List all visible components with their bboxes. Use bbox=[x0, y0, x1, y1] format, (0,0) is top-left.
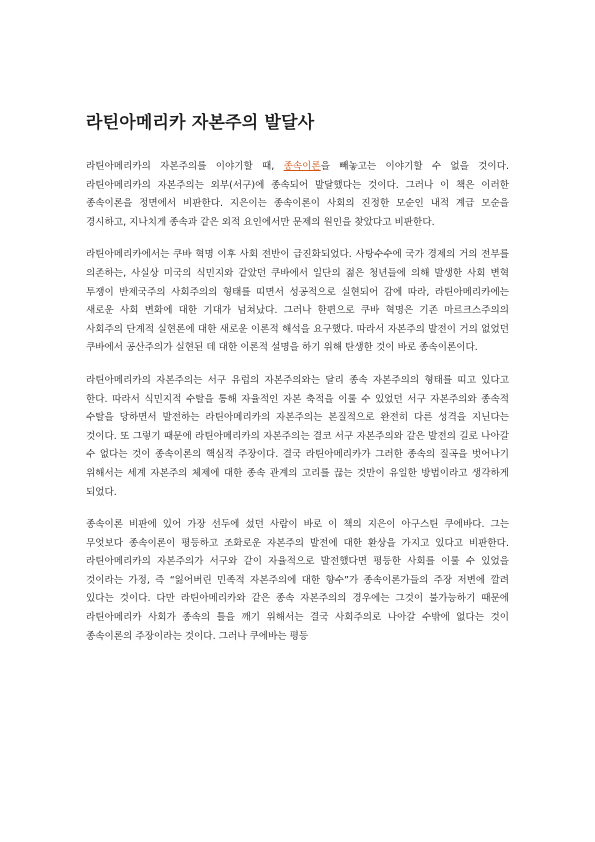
paragraph-3: 라틴아메리카의 자본주의는 서구 유럽의 자본주의와는 달리 종속 자본주의의 형태를 띠고 있다고 한다. 따라서 식민지적 수탈을 통해 자율적인 자본 축적을 이룰 수 있었던 서구 자본주의와 종속적 수탈을 당하면서 발전하는 라틴아메리카의 자본주의는 본질적으로 완전히 다른 성격을 지닌다는 것이다. 또 그렇기 때문에 라틴아메리카의 자본주의는 결코 서구 자본주의와 같은 발전의 길로 나아갈 수 없다는 것이 종속이론의 핵심적 주장이다. 결국 라틴아메리카가 그러한 종속의 질곡을 벗어나기 위해서는 세계 자본주의 체제에 대한 종속 관계의 고리를 끊는 것만이 유일한 방법이라고 생각하게 되었다. bbox=[86, 374, 509, 498]
paragraph-1-text-start: 라틴아메리카의 자본주의를 이야기할 때, bbox=[86, 161, 284, 172]
paragraph-4: 종속이론 비판에 있어 가장 선두에 섰던 사람이 바로 이 책의 지은이 아구스틴 쿠에바다. 그는 무엇보다 종속이론이 평등하고 조화로운 자본주의 발전에 대한 환상을 가지고 있다고 비판한다. 라틴아메리카의 자본주의가 서구와 같이 자율적으로 발전했다면 평등한 사회를 이룰 수 있었을 것이라는 가정, 즉 “잃어버린 민족적 자본주의에 대한 향수”가 종속이론가들의 주장 저변에 깔려 있다는 것이다. 다만 라틴아메리카와 같은 종속 자본주의의 경우에는 그것이 불가능하기 때문에 라틴아메리카 사회가 종속의 틀을 깨기 위해서는 결국 사회주의로 나아갈 수밖에 없다는 것이 종속이론의 주장이라는 것이다. 그러나 쿠에바는 평등 bbox=[86, 519, 509, 642]
paragraph-2: 라틴아메리카에서는 쿠바 혁명 이후 사회 전반이 급진화되었다. 사탕수수에 국가 경제의 거의 전부를 의존하는, 사실상 미국의 식민지와 같았던 쿠바에서 일단의 젊은 청년들에 의해 발생한 사회 변혁 투쟁이 반제국주의 사회주의의 형태를 띠면서 성공적으로 실현되어 감에 따라, 라틴아메리카에는 새로운 사회 변화에 대한 기대가 넘쳐났다. 그러나 한편으로 쿠바 혁명은 기존 마르크스주의의 사회주의 단계적 실현론에 대한 새로운 이론적 해석을 요구했다. 따라서 자본주의 발전이 거의 없었던 쿠바에서 공산주의가 실현된 데 대한 이론적 설명을 하기 위해 탄생한 것이 바로 종속이론이다. bbox=[86, 249, 509, 354]
dependency-theory-link[interactable]: 종속이론 bbox=[283, 161, 321, 172]
paragraph-1 bbox=[86, 158, 509, 232]
document-title: 라틴아메리카 자본주의 발달사 bbox=[86, 113, 315, 133]
paragraph-1-text-end: 을 빼놓고는 이야기할 수 없을 것이다. 라틴아메리카의 자본주의는 외부(서구)에 종속되어 발달했다는 것이다. 그러나 이 책은 이러한 종속이론을 정면에서 비판한다. 지은이는 종속이론이 사회의 진정한 모순인 내적 계급 모순을 경시하고, 지나치게 종속과 같은 외적 요인에서만 문제의 원인을 찾았다고 비판한다. bbox=[86, 161, 510, 228]
